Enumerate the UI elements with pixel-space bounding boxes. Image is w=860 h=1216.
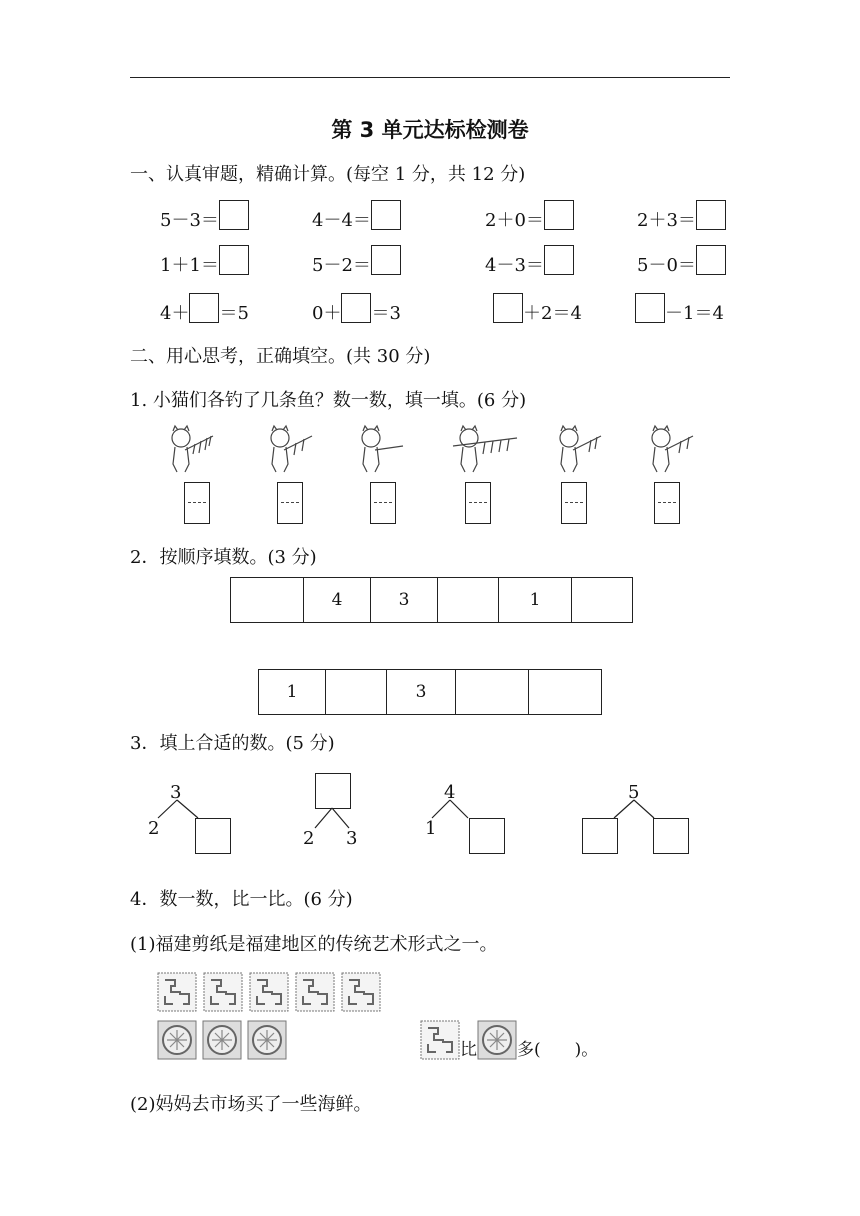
answer-box[interactable]: [696, 200, 726, 230]
sequence-cell[interactable]: 1: [499, 578, 572, 623]
equation: 5－0＝: [637, 245, 726, 277]
bond-part: 2: [148, 818, 160, 839]
compare-answer[interactable]: 多( )。: [517, 1040, 599, 1060]
equation: 1＋1＝: [160, 245, 249, 277]
question-1: 1. 小猫们各钓了几条鱼？数一数，填一填。(6 分): [130, 390, 527, 411]
square-papercut-row: [157, 972, 381, 1012]
round-papercut-icon: [247, 1020, 287, 1060]
answer-box[interactable]: [371, 200, 401, 230]
compare-sentence: [420, 1020, 598, 1060]
bond-part: 1: [425, 818, 437, 839]
square-papercut-icon: [157, 972, 197, 1012]
top-rule: [130, 77, 730, 78]
fish-count-box[interactable]: [184, 482, 210, 524]
square-papercut-icon: [295, 972, 335, 1012]
cat-with-fish-illustration: [163, 424, 219, 476]
equation: ＋2＝4: [493, 293, 582, 325]
equation: －1＝4: [635, 293, 724, 325]
cat-with-fish-illustration: [643, 424, 699, 476]
sequence-cell[interactable]: 3: [387, 670, 456, 715]
cat-with-fish-illustration: [262, 424, 318, 476]
answer-box[interactable]: [371, 245, 401, 275]
sequence-cell[interactable]: 3: [371, 578, 438, 623]
sequence-cell[interactable]: [231, 578, 304, 623]
bond-part: 3: [346, 828, 358, 849]
round-papercut-icon: [477, 1020, 517, 1060]
question-3: 3．填上合适的数。(5 分): [130, 733, 335, 754]
section1-heading: 一、认真审题，精确计算。(每空 1 分，共 12 分): [130, 164, 526, 185]
sequence-cell[interactable]: [529, 670, 602, 715]
answer-box[interactable]: [635, 293, 665, 323]
square-papercut-icon: [203, 972, 243, 1012]
cat-with-fish-illustration: [551, 424, 607, 476]
bond-total: 4: [444, 782, 456, 803]
answer-box[interactable]: [544, 245, 574, 275]
equation: 0＋ ＝3: [312, 293, 401, 325]
question-2: 2．按顺序填数。(3 分): [130, 547, 317, 568]
question-4-1: (1)福建剪纸是福建地区的传统艺术形式之一。: [130, 934, 498, 955]
answer-box[interactable]: [219, 245, 249, 275]
bond-answer-box[interactable]: [469, 818, 505, 854]
fish-count-box[interactable]: [277, 482, 303, 524]
answer-box[interactable]: [544, 200, 574, 230]
square-papercut-icon: [420, 1020, 460, 1060]
answer-box[interactable]: [219, 200, 249, 230]
square-papercut-icon: [249, 972, 289, 1012]
fish-count-box[interactable]: [654, 482, 680, 524]
equation: 2＋0＝: [485, 200, 574, 232]
fish-count-box[interactable]: [370, 482, 396, 524]
sequence-cell[interactable]: 4: [304, 578, 371, 623]
cat-with-fish-illustration: [353, 424, 409, 476]
page-title: 第 3 单元达标检测卷: [331, 118, 529, 142]
equation: 4－3＝: [485, 245, 574, 277]
equation: 5－3＝: [160, 200, 249, 232]
answer-box[interactable]: [493, 293, 523, 323]
round-papercut-icon: [157, 1020, 197, 1060]
round-papercut-icon: [202, 1020, 242, 1060]
sequence-cell[interactable]: 1: [259, 670, 326, 715]
sequence-cell[interactable]: [326, 670, 387, 715]
question-4-2: (2)妈妈去市场买了一些海鲜。: [130, 1094, 372, 1115]
answer-box[interactable]: [341, 293, 371, 323]
bond-total: 3: [170, 782, 182, 803]
sequence-table: [230, 577, 633, 623]
question-4: 4．数一数，比一比。(6 分): [130, 889, 353, 910]
bond-answer-box[interactable]: [653, 818, 689, 854]
answer-box[interactable]: [189, 293, 219, 323]
bond-part: 2: [303, 828, 315, 849]
compare-word: 比: [460, 1040, 477, 1060]
answer-box[interactable]: [696, 245, 726, 275]
equation: 5－2＝: [312, 245, 401, 277]
equation: 2＋3＝: [637, 200, 726, 232]
cat-with-fish-illustration: [449, 424, 519, 476]
sequence-cell[interactable]: [572, 578, 633, 623]
bond-answer-box[interactable]: [195, 818, 231, 854]
sequence-table: [258, 669, 602, 715]
bond-answer-box[interactable]: [582, 818, 618, 854]
fish-count-box[interactable]: [465, 482, 491, 524]
sequence-cell[interactable]: [456, 670, 529, 715]
sequence-cell[interactable]: [438, 578, 499, 623]
equation: 4＋ ＝5: [160, 293, 249, 325]
bond-answer-box[interactable]: [315, 773, 351, 809]
fish-count-box[interactable]: [561, 482, 587, 524]
square-papercut-icon: [341, 972, 381, 1012]
round-papercut-row: [157, 1020, 287, 1060]
section2-heading: 二、用心思考，正确填空。(共 30 分): [130, 346, 431, 367]
equation: 4－4＝: [312, 200, 401, 232]
bond-total: 5: [628, 782, 640, 803]
